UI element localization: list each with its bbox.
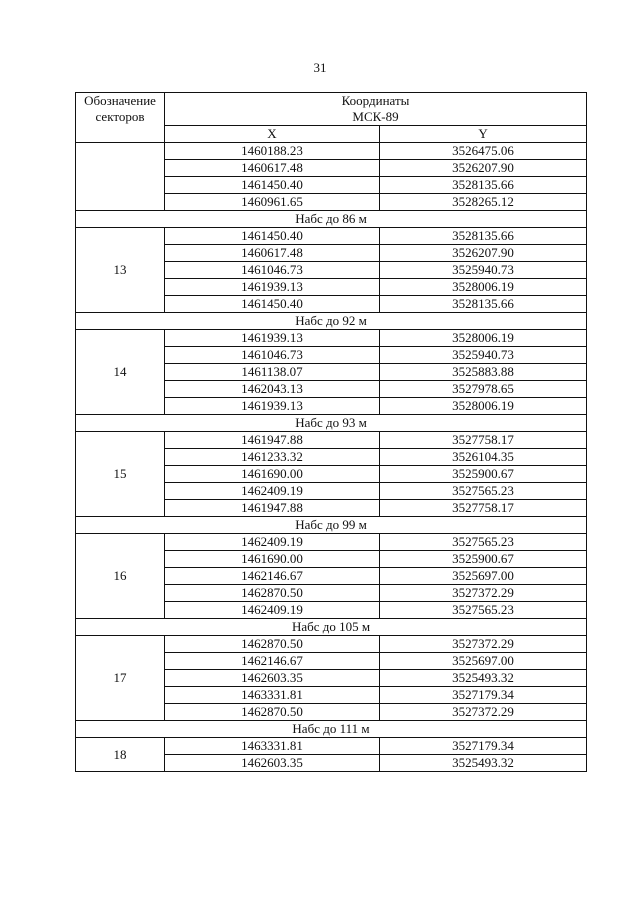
x-coordinate-cell: 1460617.48 [165,245,380,262]
y-coordinate-cell: 3525883.88 [380,364,587,381]
x-coordinate-cell: 1461450.40 [165,177,380,194]
x-coordinate-cell: 1462870.50 [165,585,380,602]
height-band-row [76,721,587,738]
sector-number-cell: 17 [76,636,165,721]
sector-number-cell: 13 [76,228,165,313]
sector-number-cell: 16 [76,534,165,619]
coordinate-system-label: МСК-89 [352,109,399,124]
x-coordinate-cell: 1462870.50 [165,704,380,721]
y-coordinate-cell: 3528006.19 [380,279,587,296]
height-band-label: Набс до 92 м [76,313,587,330]
x-coordinate-cell: 1461947.88 [165,500,380,517]
table-row [76,228,587,245]
height-band-label: Набс до 99 м [76,517,587,534]
x-coordinate-cell: 1460188.23 [165,143,380,160]
x-coordinate-cell: 1462603.35 [165,755,380,772]
table-row [76,636,587,653]
x-coordinate-cell: 1462870.50 [165,636,380,653]
sector-number-cell: 15 [76,432,165,517]
x-coordinate-cell: 1461138.07 [165,364,380,381]
y-coordinate-cell: 3525493.32 [380,670,587,687]
y-coordinate-cell: 3528006.19 [380,330,587,347]
coordinates-column-header [165,93,587,126]
table-row [76,738,587,755]
x-coordinate-cell: 1460961.65 [165,194,380,211]
y-coordinate-cell: 3525493.32 [380,755,587,772]
y-coordinate-cell: 3527978.65 [380,381,587,398]
y-coordinate-cell: 3526104.35 [380,449,587,466]
x-coordinate-cell: 1462409.19 [165,602,380,619]
y-coordinate-cell: 3527372.29 [380,585,587,602]
y-coordinate-cell: 3528265.12 [380,194,587,211]
sector-number-cell: 14 [76,330,165,415]
height-band-label: Набс до 93 м [76,415,587,432]
x-coordinate-cell: 1462146.67 [165,653,380,670]
y-coordinate-cell: 3526207.90 [380,160,587,177]
sector-column-header: Обозначение секторов [76,93,165,143]
x-coordinate-cell: 1461947.88 [165,432,380,449]
y-coordinate-cell: 3527758.17 [380,432,587,449]
y-coordinate-cell: 3527565.23 [380,534,587,551]
x-coordinate-cell: 1461939.13 [165,279,380,296]
height-band-row [76,619,587,636]
y-column-header: Y [380,126,587,143]
y-coordinate-cell: 3527758.17 [380,500,587,517]
x-column-header: X [165,126,380,143]
height-band-label: Набс до 111 м [76,721,587,738]
table-row [76,432,587,449]
height-band-row [76,211,587,228]
x-coordinate-cell: 1461939.13 [165,330,380,347]
x-coordinate-cell: 1462603.35 [165,670,380,687]
x-coordinate-cell: 1461046.73 [165,262,380,279]
y-coordinate-cell: 3527565.23 [380,483,587,500]
y-coordinate-cell: 3527372.29 [380,704,587,721]
x-coordinate-cell: 1461450.40 [165,228,380,245]
y-coordinate-cell: 3525900.67 [380,466,587,483]
height-band-label: Набс до 86 м [76,211,587,228]
x-coordinate-cell: 1463331.81 [165,738,380,755]
height-band-row [76,415,587,432]
x-coordinate-cell: 1461450.40 [165,296,380,313]
x-coordinate-cell: 1462146.67 [165,568,380,585]
y-coordinate-cell: 3526475.06 [380,143,587,160]
table-row [76,143,587,160]
y-coordinate-cell: 3526207.90 [380,245,587,262]
x-coordinate-cell: 1460617.48 [165,160,380,177]
x-coordinate-cell: 1461690.00 [165,466,380,483]
x-coordinate-cell: 1462043.13 [165,381,380,398]
table-row [76,330,587,347]
y-coordinate-cell: 3525940.73 [380,347,587,364]
table-row [76,534,587,551]
y-coordinate-cell: 3525940.73 [380,262,587,279]
coordinates-table [75,92,587,772]
table-body [76,143,587,772]
y-coordinate-cell: 3527565.23 [380,602,587,619]
y-coordinate-cell: 3525697.00 [380,653,587,670]
height-band-label: Набс до 105 м [76,619,587,636]
sector-cell-continued [76,143,165,211]
y-coordinate-cell: 3528135.66 [380,296,587,313]
y-coordinate-cell: 3528006.19 [380,398,587,415]
x-coordinate-cell: 1461939.13 [165,398,380,415]
sector-number-cell: 18 [76,738,165,772]
y-coordinate-cell: 3525900.67 [380,551,587,568]
x-coordinate-cell: 1462409.19 [165,534,380,551]
y-coordinate-cell: 3525697.00 [380,568,587,585]
y-coordinate-cell: 3528135.66 [380,177,587,194]
x-coordinate-cell: 1461046.73 [165,347,380,364]
height-band-row [76,313,587,330]
table-header [76,93,587,143]
y-coordinate-cell: 3528135.66 [380,228,587,245]
y-coordinate-cell: 3527179.34 [380,738,587,755]
y-coordinate-cell: 3527372.29 [380,636,587,653]
height-band-row [76,517,587,534]
x-coordinate-cell: 1461233.32 [165,449,380,466]
coordinates-title: Координаты [341,93,410,108]
y-coordinate-cell: 3527179.34 [380,687,587,704]
x-coordinate-cell: 1462409.19 [165,483,380,500]
x-coordinate-cell: 1461690.00 [165,551,380,568]
x-coordinate-cell: 1463331.81 [165,687,380,704]
page-number: 31 [313,60,327,75]
